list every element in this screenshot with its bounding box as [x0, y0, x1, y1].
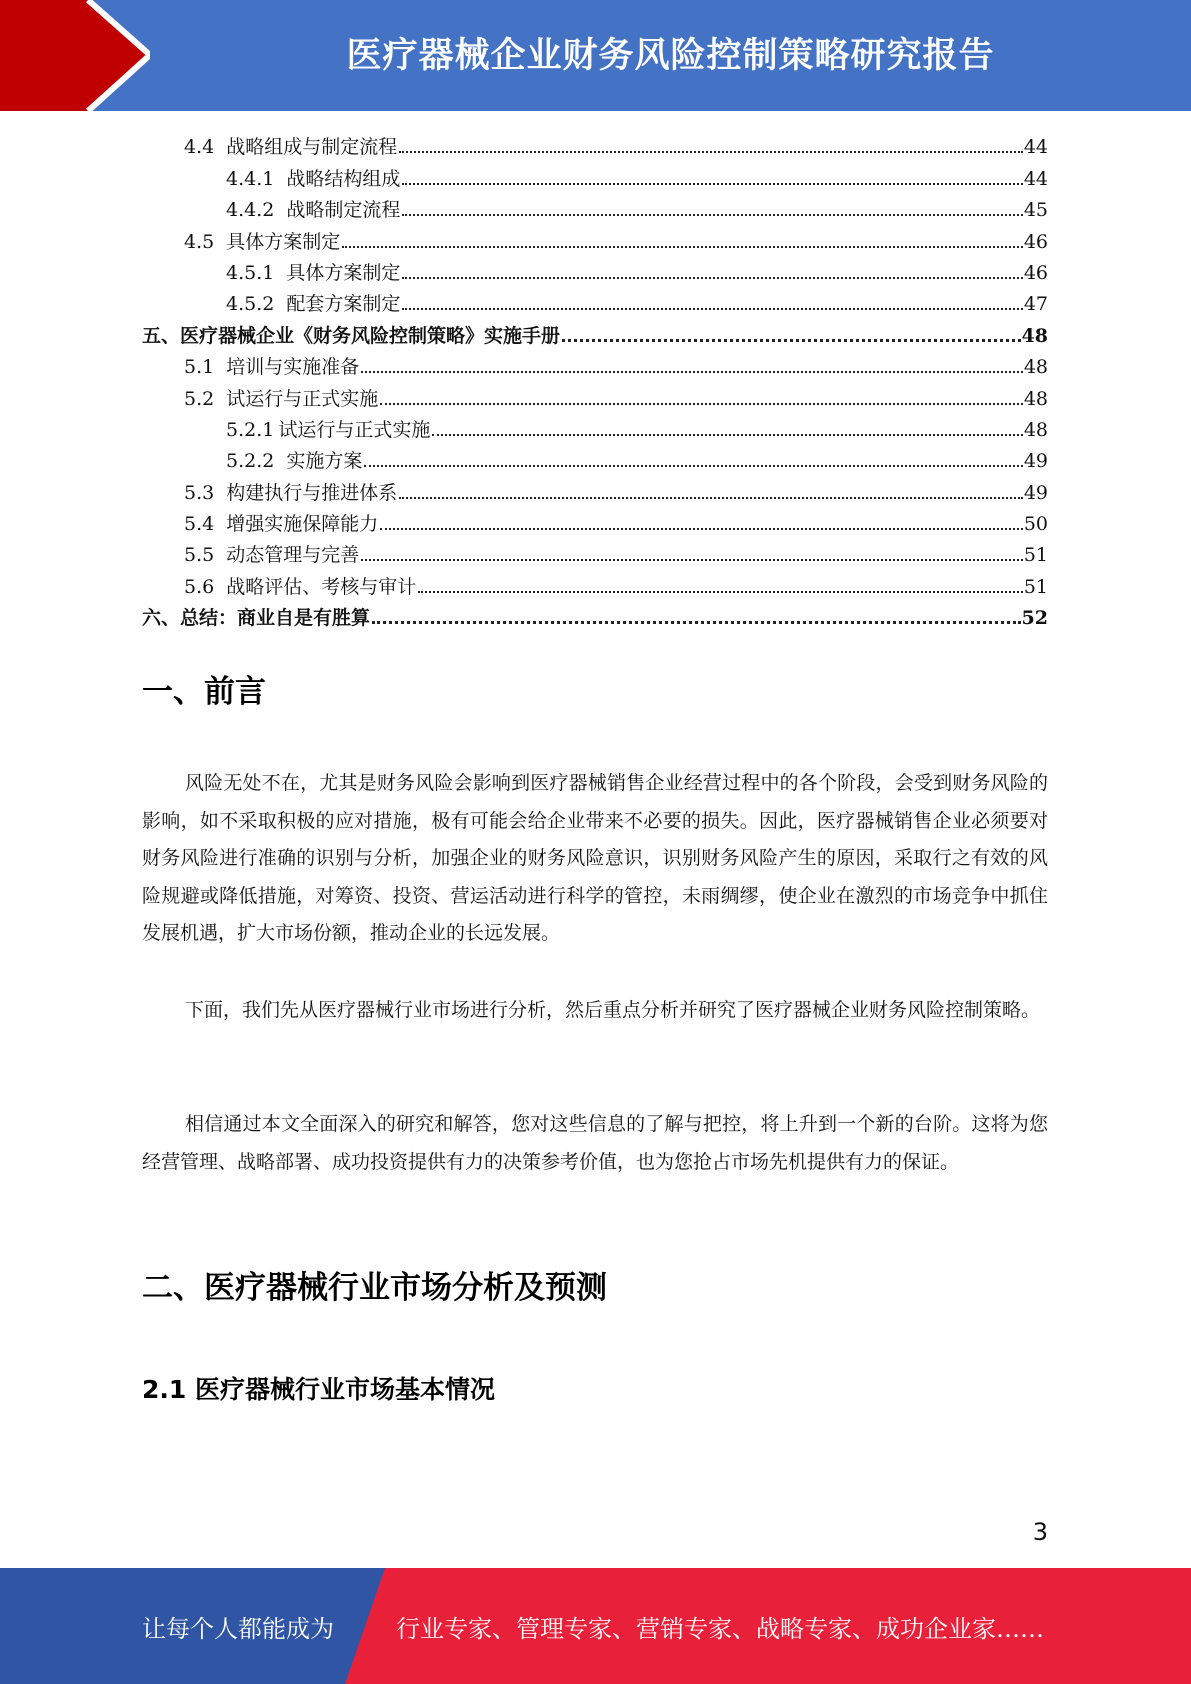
toc-entry[interactable]	[142, 566, 1048, 597]
toc-entry-number: 5.2.1	[226, 418, 275, 441]
toc-entry-label: 配套方案制定	[286, 293, 401, 316]
toc-entry-number: 4.5.2	[226, 293, 275, 316]
toc-entry-page: 48	[1023, 418, 1048, 441]
toc-entry-label: 试运行与正式实施	[278, 418, 431, 441]
toc-entry-label: 动态管理与完善	[226, 544, 360, 567]
toc-entry[interactable]	[142, 347, 1048, 378]
toc-entry-page: 45	[1023, 199, 1048, 222]
preface-paragraph-1: 风险无处不在，尤其是财务风险会影响到医疗器械销售企业经营过程中的各个阶段，会受到财务风险的影响，如不采取积极的应对措施，极有可能会给企业带来不必要的损失。因此，医疗器械销售企业必须要对财务风险进行准确的识别与分析，加强企业的财务风险意识，识别财务风险产生的原因，采取行之有效的风险规避或降低措施，对筹资、投资、营运活动进行科学的管控，未雨绸缪，使企业在激烈的市场竞争中抓住发展机遇，扩大市场份额，推动企业的长远发展。	[142, 772, 1048, 944]
toc-entry-label: 战略制定流程	[286, 199, 401, 222]
toc-leader-dots	[399, 496, 1023, 499]
toc-chapter-entry[interactable]	[142, 598, 1048, 629]
toc-entry[interactable]	[142, 472, 1048, 503]
toc-entry-page: 46	[1023, 261, 1048, 284]
toc-leader-dots	[364, 464, 1022, 467]
toc-entry-label: 六、总结：商业自是有胜算	[142, 607, 371, 630]
toc-leader-dots	[342, 245, 1023, 248]
toc-entry[interactable]	[142, 504, 1048, 535]
toc-entry-number: 5.3	[184, 481, 215, 504]
toc-entry-label: 增强实施保障能力	[226, 513, 379, 536]
toc-leader-dots	[432, 433, 1022, 436]
toc-entry-label: 培训与实施准备	[226, 356, 360, 379]
toc-leader-dots	[402, 307, 1022, 310]
footer-slogan-left: 让每个人都能成为	[142, 1614, 334, 1643]
page-footer	[0, 1568, 1191, 1684]
toc-entry[interactable]	[142, 410, 1048, 441]
toc-leader-dots	[361, 558, 1023, 561]
page-header	[0, 0, 1191, 111]
toc-entry-number: 5.4	[184, 513, 215, 536]
toc-entry-number: 4.5.1	[226, 261, 275, 284]
preface-paragraph-2: 下面，我们先从医疗器械行业市场进行分析，然后重点分析并研究了医疗器械企业财务风险控制策略。	[185, 999, 1041, 1021]
market-basics-subheading: 2.1 医疗器械行业市场基本情况	[142, 1375, 495, 1404]
toc-entry-page: 52	[1021, 607, 1048, 630]
table-of-contents	[142, 127, 1048, 629]
toc-entry-label: 具体方案制定	[286, 261, 401, 284]
header-arrow-decoration	[0, 0, 150, 111]
toc-entry-page: 49	[1023, 481, 1048, 504]
toc-entry-label: 战略评估、考核与审计	[226, 575, 417, 598]
toc-entry-page: 48	[1021, 324, 1048, 347]
toc-entry-page: 51	[1023, 544, 1048, 567]
toc-entry-number: 5.6	[184, 575, 215, 598]
toc-entry-label: 五、医疗器械企业《财务风险控制策略》实施手册	[142, 324, 561, 347]
toc-leader-dots	[402, 276, 1022, 279]
toc-entry-number: 4.5	[184, 230, 215, 253]
toc-entry-label: 战略结构组成	[286, 167, 401, 190]
page-number: 3	[1032, 1518, 1048, 1546]
toc-leader-dots	[372, 620, 1021, 624]
toc-leader-dots	[361, 370, 1023, 373]
toc-entry-label: 构建执行与推进体系	[226, 481, 398, 504]
toc-entry-number: 5.5	[184, 544, 215, 567]
toc-entry[interactable]	[142, 535, 1048, 566]
toc-entry[interactable]	[142, 127, 1048, 158]
toc-entry[interactable]	[142, 158, 1048, 189]
toc-entry[interactable]	[142, 190, 1048, 221]
footer-slogan-right: 行业专家、管理专家、营销专家、战略专家、成功企业家……	[396, 1614, 1044, 1643]
toc-leader-dots	[418, 590, 1023, 593]
toc-entry-page: 47	[1023, 293, 1048, 316]
toc-entry-number: 4.4	[184, 136, 215, 159]
toc-entry-label: 实施方案	[286, 450, 363, 473]
toc-entry-page: 48	[1023, 387, 1048, 410]
toc-entry-page: 49	[1023, 450, 1048, 473]
toc-entry-number: 5.2	[184, 387, 215, 410]
toc-entry-number: 4.4.1	[226, 167, 275, 190]
toc-leader-dots	[402, 213, 1022, 216]
toc-entry-page: 50	[1023, 513, 1048, 536]
toc-leader-dots	[562, 338, 1021, 342]
preface-paragraph-3: 相信通过本文全面深入的研究和解答，您对这些信息的了解与把控，将上升到一个新的台阶。这将为您经营管理、战略部署、成功投资提供有力的决策参考价值，也为您抢占市场先机提供有力的保证。	[142, 1113, 1048, 1173]
toc-leader-dots	[380, 527, 1023, 530]
toc-leader-dots	[380, 402, 1023, 405]
toc-entry-label: 试运行与正式实施	[226, 387, 379, 410]
toc-entry[interactable]	[142, 441, 1048, 472]
toc-entry-label: 具体方案制定	[226, 230, 341, 253]
preface-heading: 一、前言	[142, 674, 266, 710]
toc-entry-label: 战略组成与制定流程	[226, 136, 398, 159]
toc-entry[interactable]	[142, 221, 1048, 252]
toc-entry-page: 44	[1023, 167, 1048, 190]
document-title: 医疗器械企业财务风险控制策略研究报告	[346, 35, 995, 76]
toc-leader-dots	[402, 182, 1022, 185]
toc-entry-page: 44	[1023, 136, 1048, 159]
toc-chapter-entry[interactable]	[142, 315, 1048, 346]
toc-entry[interactable]	[142, 284, 1048, 315]
toc-entry-page: 48	[1023, 356, 1048, 379]
toc-entry-page: 51	[1023, 575, 1048, 598]
market-analysis-heading: 二、医疗器械行业市场分析及预测	[142, 1270, 607, 1306]
toc-leader-dots	[399, 150, 1023, 153]
toc-entry-number: 5.1	[184, 356, 215, 379]
toc-entry[interactable]	[142, 253, 1048, 284]
toc-entry-page: 46	[1023, 230, 1048, 253]
toc-entry-number: 4.4.2	[226, 199, 275, 222]
toc-entry[interactable]	[142, 378, 1048, 409]
toc-entry-number: 5.2.2	[226, 450, 275, 473]
